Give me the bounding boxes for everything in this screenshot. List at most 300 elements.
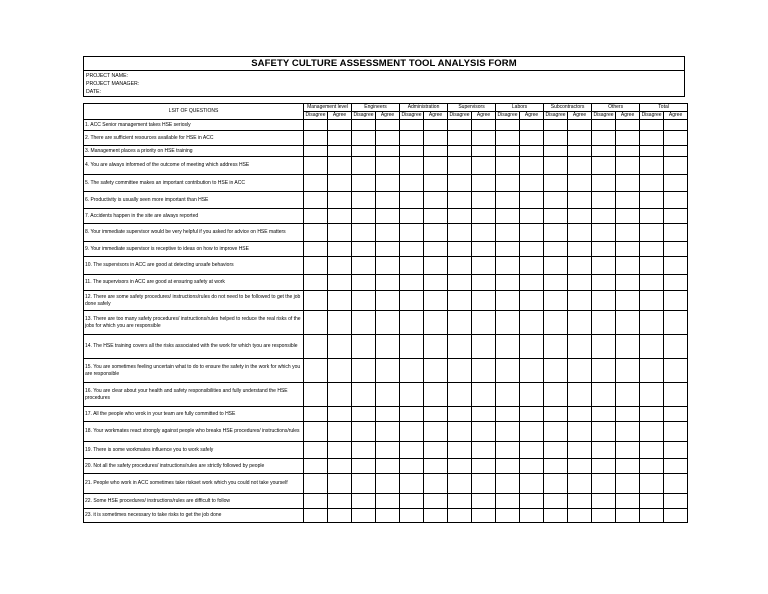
- agree-count-cell[interactable]: [376, 192, 400, 209]
- agree-count-cell[interactable]: [520, 359, 544, 383]
- disagree-count-cell[interactable]: [304, 157, 328, 175]
- disagree-count-cell[interactable]: [448, 311, 472, 335]
- disagree-count-cell[interactable]: [352, 242, 376, 257]
- agree-count-cell[interactable]: [616, 192, 640, 209]
- agree-count-cell[interactable]: [376, 311, 400, 335]
- agree-count-cell[interactable]: [664, 407, 688, 422]
- disagree-count-cell[interactable]: [592, 459, 616, 474]
- disagree-count-cell[interactable]: [448, 494, 472, 509]
- disagree-count-cell[interactable]: [544, 224, 568, 242]
- agree-count-cell[interactable]: [520, 407, 544, 422]
- disagree-count-cell[interactable]: [496, 509, 520, 523]
- disagree-count-cell[interactable]: [448, 474, 472, 494]
- disagree-count-cell[interactable]: [496, 494, 520, 509]
- disagree-count-cell[interactable]: [544, 494, 568, 509]
- disagree-count-cell[interactable]: [640, 275, 664, 291]
- agree-count-cell[interactable]: [424, 459, 448, 474]
- disagree-count-cell[interactable]: [544, 474, 568, 494]
- agree-count-cell[interactable]: [664, 422, 688, 442]
- disagree-count-cell[interactable]: [640, 175, 664, 192]
- disagree-count-cell[interactable]: [640, 383, 664, 407]
- agree-count-cell[interactable]: [520, 175, 544, 192]
- disagree-count-cell[interactable]: [304, 291, 328, 311]
- agree-count-cell[interactable]: [376, 442, 400, 459]
- agree-count-cell[interactable]: [520, 275, 544, 291]
- disagree-count-cell[interactable]: [448, 509, 472, 523]
- agree-count-cell[interactable]: [664, 359, 688, 383]
- disagree-count-cell[interactable]: [448, 359, 472, 383]
- agree-count-cell[interactable]: [328, 359, 352, 383]
- agree-count-cell[interactable]: [520, 146, 544, 157]
- agree-count-cell[interactable]: [376, 459, 400, 474]
- agree-count-cell[interactable]: [616, 209, 640, 224]
- disagree-count-cell[interactable]: [544, 209, 568, 224]
- disagree-count-cell[interactable]: [304, 175, 328, 192]
- disagree-count-cell[interactable]: [352, 291, 376, 311]
- agree-count-cell[interactable]: [520, 192, 544, 209]
- disagree-count-cell[interactable]: [544, 157, 568, 175]
- disagree-count-cell[interactable]: [448, 192, 472, 209]
- agree-count-cell[interactable]: [424, 494, 448, 509]
- disagree-count-cell[interactable]: [400, 459, 424, 474]
- disagree-count-cell[interactable]: [592, 422, 616, 442]
- disagree-count-cell[interactable]: [304, 275, 328, 291]
- disagree-count-cell[interactable]: [352, 407, 376, 422]
- agree-count-cell[interactable]: [328, 442, 352, 459]
- disagree-count-cell[interactable]: [544, 383, 568, 407]
- disagree-count-cell[interactable]: [304, 335, 328, 359]
- disagree-count-cell[interactable]: [352, 120, 376, 131]
- disagree-count-cell[interactable]: [592, 474, 616, 494]
- disagree-count-cell[interactable]: [448, 224, 472, 242]
- agree-count-cell[interactable]: [328, 291, 352, 311]
- agree-count-cell[interactable]: [616, 157, 640, 175]
- disagree-count-cell[interactable]: [400, 120, 424, 131]
- disagree-count-cell[interactable]: [448, 459, 472, 474]
- disagree-count-cell[interactable]: [592, 120, 616, 131]
- agree-count-cell[interactable]: [328, 146, 352, 157]
- disagree-count-cell[interactable]: [352, 146, 376, 157]
- agree-count-cell[interactable]: [328, 192, 352, 209]
- agree-count-cell[interactable]: [664, 209, 688, 224]
- agree-count-cell[interactable]: [568, 209, 592, 224]
- disagree-count-cell[interactable]: [592, 494, 616, 509]
- agree-count-cell[interactable]: [424, 209, 448, 224]
- disagree-count-cell[interactable]: [496, 275, 520, 291]
- disagree-count-cell[interactable]: [304, 359, 328, 383]
- agree-count-cell[interactable]: [616, 175, 640, 192]
- agree-count-cell[interactable]: [376, 175, 400, 192]
- disagree-count-cell[interactable]: [544, 311, 568, 335]
- agree-count-cell[interactable]: [328, 275, 352, 291]
- disagree-count-cell[interactable]: [400, 422, 424, 442]
- disagree-count-cell[interactable]: [640, 131, 664, 146]
- agree-count-cell[interactable]: [472, 474, 496, 494]
- agree-count-cell[interactable]: [664, 224, 688, 242]
- disagree-count-cell[interactable]: [352, 422, 376, 442]
- agree-count-cell[interactable]: [568, 359, 592, 383]
- agree-count-cell[interactable]: [568, 509, 592, 523]
- agree-count-cell[interactable]: [664, 291, 688, 311]
- disagree-count-cell[interactable]: [400, 175, 424, 192]
- disagree-count-cell[interactable]: [544, 242, 568, 257]
- agree-count-cell[interactable]: [328, 257, 352, 275]
- disagree-count-cell[interactable]: [592, 442, 616, 459]
- agree-count-cell[interactable]: [328, 509, 352, 523]
- disagree-count-cell[interactable]: [592, 157, 616, 175]
- agree-count-cell[interactable]: [472, 275, 496, 291]
- disagree-count-cell[interactable]: [592, 224, 616, 242]
- agree-count-cell[interactable]: [616, 383, 640, 407]
- disagree-count-cell[interactable]: [496, 192, 520, 209]
- disagree-count-cell[interactable]: [448, 157, 472, 175]
- disagree-count-cell[interactable]: [544, 131, 568, 146]
- agree-count-cell[interactable]: [616, 146, 640, 157]
- agree-count-cell[interactable]: [616, 257, 640, 275]
- agree-count-cell[interactable]: [376, 120, 400, 131]
- agree-count-cell[interactable]: [472, 359, 496, 383]
- disagree-count-cell[interactable]: [448, 442, 472, 459]
- disagree-count-cell[interactable]: [304, 131, 328, 146]
- disagree-count-cell[interactable]: [496, 224, 520, 242]
- agree-count-cell[interactable]: [664, 175, 688, 192]
- agree-count-cell[interactable]: [664, 474, 688, 494]
- disagree-count-cell[interactable]: [640, 422, 664, 442]
- agree-count-cell[interactable]: [568, 192, 592, 209]
- disagree-count-cell[interactable]: [592, 407, 616, 422]
- agree-count-cell[interactable]: [424, 242, 448, 257]
- disagree-count-cell[interactable]: [496, 311, 520, 335]
- agree-count-cell[interactable]: [424, 335, 448, 359]
- agree-count-cell[interactable]: [424, 120, 448, 131]
- disagree-count-cell[interactable]: [640, 442, 664, 459]
- agree-count-cell[interactable]: [520, 442, 544, 459]
- disagree-count-cell[interactable]: [640, 474, 664, 494]
- agree-count-cell[interactable]: [616, 442, 640, 459]
- disagree-count-cell[interactable]: [352, 275, 376, 291]
- agree-count-cell[interactable]: [664, 311, 688, 335]
- disagree-count-cell[interactable]: [592, 146, 616, 157]
- disagree-count-cell[interactable]: [592, 175, 616, 192]
- agree-count-cell[interactable]: [568, 175, 592, 192]
- agree-count-cell[interactable]: [424, 311, 448, 335]
- agree-count-cell[interactable]: [376, 224, 400, 242]
- disagree-count-cell[interactable]: [448, 146, 472, 157]
- agree-count-cell[interactable]: [664, 131, 688, 146]
- disagree-count-cell[interactable]: [400, 291, 424, 311]
- agree-count-cell[interactable]: [520, 291, 544, 311]
- agree-count-cell[interactable]: [424, 474, 448, 494]
- disagree-count-cell[interactable]: [640, 311, 664, 335]
- agree-count-cell[interactable]: [568, 335, 592, 359]
- agree-count-cell[interactable]: [568, 442, 592, 459]
- disagree-count-cell[interactable]: [400, 275, 424, 291]
- agree-count-cell[interactable]: [424, 383, 448, 407]
- agree-count-cell[interactable]: [424, 224, 448, 242]
- agree-count-cell[interactable]: [664, 242, 688, 257]
- agree-count-cell[interactable]: [664, 157, 688, 175]
- agree-count-cell[interactable]: [616, 224, 640, 242]
- disagree-count-cell[interactable]: [640, 209, 664, 224]
- disagree-count-cell[interactable]: [640, 242, 664, 257]
- agree-count-cell[interactable]: [520, 120, 544, 131]
- disagree-count-cell[interactable]: [352, 494, 376, 509]
- agree-count-cell[interactable]: [328, 157, 352, 175]
- agree-count-cell[interactable]: [568, 459, 592, 474]
- agree-count-cell[interactable]: [328, 120, 352, 131]
- agree-count-cell[interactable]: [520, 131, 544, 146]
- agree-count-cell[interactable]: [376, 275, 400, 291]
- disagree-count-cell[interactable]: [352, 175, 376, 192]
- agree-count-cell[interactable]: [424, 157, 448, 175]
- agree-count-cell[interactable]: [520, 459, 544, 474]
- agree-count-cell[interactable]: [472, 120, 496, 131]
- agree-count-cell[interactable]: [664, 257, 688, 275]
- agree-count-cell[interactable]: [568, 422, 592, 442]
- agree-count-cell[interactable]: [664, 459, 688, 474]
- disagree-count-cell[interactable]: [400, 335, 424, 359]
- agree-count-cell[interactable]: [568, 275, 592, 291]
- disagree-count-cell[interactable]: [448, 120, 472, 131]
- agree-count-cell[interactable]: [376, 474, 400, 494]
- agree-count-cell[interactable]: [568, 474, 592, 494]
- disagree-count-cell[interactable]: [352, 459, 376, 474]
- disagree-count-cell[interactable]: [640, 157, 664, 175]
- agree-count-cell[interactable]: [616, 422, 640, 442]
- agree-count-cell[interactable]: [616, 474, 640, 494]
- disagree-count-cell[interactable]: [640, 407, 664, 422]
- disagree-count-cell[interactable]: [448, 335, 472, 359]
- agree-count-cell[interactable]: [520, 474, 544, 494]
- disagree-count-cell[interactable]: [640, 257, 664, 275]
- disagree-count-cell[interactable]: [592, 335, 616, 359]
- agree-count-cell[interactable]: [616, 131, 640, 146]
- disagree-count-cell[interactable]: [496, 359, 520, 383]
- agree-count-cell[interactable]: [664, 509, 688, 523]
- disagree-count-cell[interactable]: [496, 383, 520, 407]
- disagree-count-cell[interactable]: [400, 509, 424, 523]
- agree-count-cell[interactable]: [568, 494, 592, 509]
- agree-count-cell[interactable]: [664, 120, 688, 131]
- agree-count-cell[interactable]: [568, 407, 592, 422]
- agree-count-cell[interactable]: [472, 157, 496, 175]
- disagree-count-cell[interactable]: [448, 209, 472, 224]
- agree-count-cell[interactable]: [664, 494, 688, 509]
- agree-count-cell[interactable]: [616, 275, 640, 291]
- disagree-count-cell[interactable]: [352, 509, 376, 523]
- agree-count-cell[interactable]: [520, 509, 544, 523]
- disagree-count-cell[interactable]: [496, 422, 520, 442]
- agree-count-cell[interactable]: [328, 175, 352, 192]
- agree-count-cell[interactable]: [424, 175, 448, 192]
- agree-count-cell[interactable]: [616, 120, 640, 131]
- agree-count-cell[interactable]: [568, 131, 592, 146]
- agree-count-cell[interactable]: [520, 383, 544, 407]
- agree-count-cell[interactable]: [472, 509, 496, 523]
- disagree-count-cell[interactable]: [352, 474, 376, 494]
- disagree-count-cell[interactable]: [544, 442, 568, 459]
- disagree-count-cell[interactable]: [400, 192, 424, 209]
- agree-count-cell[interactable]: [472, 442, 496, 459]
- agree-count-cell[interactable]: [664, 146, 688, 157]
- disagree-count-cell[interactable]: [544, 509, 568, 523]
- disagree-count-cell[interactable]: [304, 509, 328, 523]
- agree-count-cell[interactable]: [424, 146, 448, 157]
- disagree-count-cell[interactable]: [400, 131, 424, 146]
- disagree-count-cell[interactable]: [400, 242, 424, 257]
- disagree-count-cell[interactable]: [352, 209, 376, 224]
- disagree-count-cell[interactable]: [544, 422, 568, 442]
- agree-count-cell[interactable]: [424, 509, 448, 523]
- disagree-count-cell[interactable]: [544, 459, 568, 474]
- disagree-count-cell[interactable]: [640, 192, 664, 209]
- agree-count-cell[interactable]: [616, 335, 640, 359]
- agree-count-cell[interactable]: [520, 209, 544, 224]
- disagree-count-cell[interactable]: [496, 242, 520, 257]
- disagree-count-cell[interactable]: [304, 459, 328, 474]
- agree-count-cell[interactable]: [424, 359, 448, 383]
- disagree-count-cell[interactable]: [304, 242, 328, 257]
- agree-count-cell[interactable]: [664, 275, 688, 291]
- agree-count-cell[interactable]: [472, 494, 496, 509]
- agree-count-cell[interactable]: [376, 494, 400, 509]
- disagree-count-cell[interactable]: [400, 157, 424, 175]
- disagree-count-cell[interactable]: [448, 175, 472, 192]
- disagree-count-cell[interactable]: [352, 335, 376, 359]
- agree-count-cell[interactable]: [424, 257, 448, 275]
- disagree-count-cell[interactable]: [592, 242, 616, 257]
- disagree-count-cell[interactable]: [496, 474, 520, 494]
- agree-count-cell[interactable]: [328, 335, 352, 359]
- agree-count-cell[interactable]: [472, 175, 496, 192]
- agree-count-cell[interactable]: [616, 494, 640, 509]
- disagree-count-cell[interactable]: [400, 407, 424, 422]
- disagree-count-cell[interactable]: [352, 192, 376, 209]
- disagree-count-cell[interactable]: [304, 407, 328, 422]
- disagree-count-cell[interactable]: [544, 192, 568, 209]
- disagree-count-cell[interactable]: [544, 120, 568, 131]
- agree-count-cell[interactable]: [376, 422, 400, 442]
- disagree-count-cell[interactable]: [400, 257, 424, 275]
- disagree-count-cell[interactable]: [400, 224, 424, 242]
- disagree-count-cell[interactable]: [496, 442, 520, 459]
- disagree-count-cell[interactable]: [304, 192, 328, 209]
- agree-count-cell[interactable]: [472, 209, 496, 224]
- agree-count-cell[interactable]: [520, 257, 544, 275]
- agree-count-cell[interactable]: [376, 291, 400, 311]
- disagree-count-cell[interactable]: [304, 146, 328, 157]
- disagree-count-cell[interactable]: [448, 291, 472, 311]
- agree-count-cell[interactable]: [520, 335, 544, 359]
- disagree-count-cell[interactable]: [640, 509, 664, 523]
- disagree-count-cell[interactable]: [496, 257, 520, 275]
- disagree-count-cell[interactable]: [544, 146, 568, 157]
- disagree-count-cell[interactable]: [640, 459, 664, 474]
- agree-count-cell[interactable]: [376, 257, 400, 275]
- agree-count-cell[interactable]: [520, 242, 544, 257]
- agree-count-cell[interactable]: [376, 383, 400, 407]
- disagree-count-cell[interactable]: [592, 311, 616, 335]
- disagree-count-cell[interactable]: [352, 224, 376, 242]
- disagree-count-cell[interactable]: [304, 311, 328, 335]
- agree-count-cell[interactable]: [568, 242, 592, 257]
- disagree-count-cell[interactable]: [304, 442, 328, 459]
- agree-count-cell[interactable]: [520, 494, 544, 509]
- agree-count-cell[interactable]: [664, 335, 688, 359]
- disagree-count-cell[interactable]: [592, 209, 616, 224]
- disagree-count-cell[interactable]: [400, 442, 424, 459]
- disagree-count-cell[interactable]: [304, 422, 328, 442]
- disagree-count-cell[interactable]: [304, 494, 328, 509]
- disagree-count-cell[interactable]: [304, 257, 328, 275]
- agree-count-cell[interactable]: [472, 257, 496, 275]
- agree-count-cell[interactable]: [568, 291, 592, 311]
- agree-count-cell[interactable]: [616, 509, 640, 523]
- agree-count-cell[interactable]: [376, 242, 400, 257]
- agree-count-cell[interactable]: [568, 157, 592, 175]
- agree-count-cell[interactable]: [472, 146, 496, 157]
- disagree-count-cell[interactable]: [592, 291, 616, 311]
- disagree-count-cell[interactable]: [400, 209, 424, 224]
- agree-count-cell[interactable]: [472, 335, 496, 359]
- disagree-count-cell[interactable]: [448, 275, 472, 291]
- disagree-count-cell[interactable]: [544, 407, 568, 422]
- disagree-count-cell[interactable]: [448, 422, 472, 442]
- disagree-count-cell[interactable]: [544, 175, 568, 192]
- agree-count-cell[interactable]: [424, 192, 448, 209]
- disagree-count-cell[interactable]: [304, 120, 328, 131]
- disagree-count-cell[interactable]: [640, 146, 664, 157]
- agree-count-cell[interactable]: [376, 157, 400, 175]
- disagree-count-cell[interactable]: [592, 131, 616, 146]
- disagree-count-cell[interactable]: [592, 275, 616, 291]
- agree-count-cell[interactable]: [616, 359, 640, 383]
- disagree-count-cell[interactable]: [640, 224, 664, 242]
- agree-count-cell[interactable]: [664, 192, 688, 209]
- disagree-count-cell[interactable]: [496, 209, 520, 224]
- disagree-count-cell[interactable]: [304, 474, 328, 494]
- disagree-count-cell[interactable]: [640, 291, 664, 311]
- disagree-count-cell[interactable]: [448, 383, 472, 407]
- agree-count-cell[interactable]: [424, 422, 448, 442]
- agree-count-cell[interactable]: [328, 224, 352, 242]
- disagree-count-cell[interactable]: [400, 311, 424, 335]
- agree-count-cell[interactable]: [616, 407, 640, 422]
- disagree-count-cell[interactable]: [352, 311, 376, 335]
- agree-count-cell[interactable]: [568, 120, 592, 131]
- disagree-count-cell[interactable]: [496, 459, 520, 474]
- disagree-count-cell[interactable]: [592, 359, 616, 383]
- disagree-count-cell[interactable]: [496, 291, 520, 311]
- agree-count-cell[interactable]: [616, 291, 640, 311]
- disagree-count-cell[interactable]: [400, 359, 424, 383]
- disagree-count-cell[interactable]: [544, 335, 568, 359]
- agree-count-cell[interactable]: [424, 275, 448, 291]
- disagree-count-cell[interactable]: [640, 359, 664, 383]
- agree-count-cell[interactable]: [328, 209, 352, 224]
- disagree-count-cell[interactable]: [352, 442, 376, 459]
- agree-count-cell[interactable]: [328, 407, 352, 422]
- disagree-count-cell[interactable]: [496, 131, 520, 146]
- agree-count-cell[interactable]: [376, 335, 400, 359]
- agree-count-cell[interactable]: [376, 359, 400, 383]
- agree-count-cell[interactable]: [376, 146, 400, 157]
- agree-count-cell[interactable]: [424, 442, 448, 459]
- agree-count-cell[interactable]: [328, 494, 352, 509]
- agree-count-cell[interactable]: [328, 422, 352, 442]
- agree-count-cell[interactable]: [616, 242, 640, 257]
- disagree-count-cell[interactable]: [352, 359, 376, 383]
